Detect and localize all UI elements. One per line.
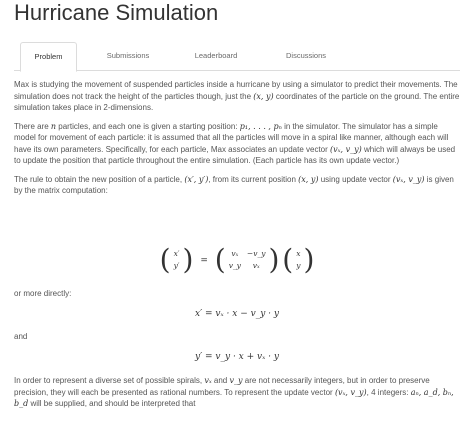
math: v_y bbox=[229, 376, 243, 385]
text: and bbox=[211, 376, 230, 385]
equation-y: y′ = v_y · x + vₓ · y bbox=[195, 352, 279, 362]
math: aₙ, a_d, bₙ, b_d bbox=[14, 387, 454, 408]
text: There are bbox=[14, 121, 51, 131]
math: (vₓ, v_y) bbox=[334, 387, 367, 397]
equals-sign: = bbox=[200, 255, 208, 266]
paren: ) bbox=[182, 243, 194, 276]
math: n bbox=[50, 121, 57, 131]
text: Max is studying the movement of suspended particles inside a hurricane by using a simulator to predict their movements. The simulation does not track the height of the particles though, just the bbox=[14, 80, 458, 101]
lhs-y: y′ bbox=[173, 261, 180, 270]
paragraph-precision bbox=[14, 375, 460, 417]
math: vₓ bbox=[204, 376, 212, 385]
rhs-y: y bbox=[296, 261, 301, 270]
matrix-equation bbox=[14, 243, 460, 276]
text: In order to represent a diverse set of possible spirals, bbox=[14, 376, 205, 385]
text: which will always be used to update the position that particle throughout the entire simulation. (Each particle has its own update vector.) bbox=[14, 144, 456, 165]
text: particles, and each one is given a starting position: bbox=[56, 121, 240, 131]
rhs-x: x bbox=[296, 249, 301, 258]
text: are not necessarily integers, but in order to preserve precision, they will each be presented as rational numbers. To represent the update vector bbox=[14, 376, 430, 397]
text: coordinates of the particle on the ground. The entire simulation takes place in 2-dimensions. bbox=[14, 91, 460, 112]
math: p₁, . . . , pₙ bbox=[239, 121, 282, 131]
paren: ( bbox=[214, 243, 226, 276]
text: , 4 integers: bbox=[366, 387, 411, 397]
text: is given by the matrix computation: bbox=[14, 174, 454, 195]
m12: −v_y bbox=[246, 249, 266, 258]
lhs-x: x′ bbox=[173, 249, 180, 258]
math: (x, y) bbox=[253, 91, 274, 101]
tab-bar bbox=[14, 42, 460, 71]
problem-statement bbox=[14, 79, 460, 204]
paren: ) bbox=[268, 243, 280, 276]
math: (vₓ, v_y) bbox=[392, 174, 425, 184]
text: using update vector bbox=[318, 174, 393, 184]
and-label: and bbox=[14, 332, 28, 341]
math: (x, y) bbox=[298, 174, 319, 184]
paragraph-intro bbox=[14, 79, 460, 114]
math: (x′, y′) bbox=[184, 174, 209, 184]
tab-problem[interactable]: Problem bbox=[20, 42, 77, 72]
equation-x: x′ = vₓ · x − v_y · y bbox=[195, 309, 279, 319]
or-more-directly-label: or more directly: bbox=[14, 289, 72, 298]
text: , from its current position bbox=[208, 174, 299, 184]
text: in the simulator. The simulator has a simple model for movement of each particle: it is assumed that all the particles will move in a spiral like manner, although each will have its own parameters. Specifically, for each particle, Max associates an update vector bbox=[14, 121, 449, 154]
m21: v_y bbox=[228, 261, 241, 270]
tab-discussions[interactable]: Discussions bbox=[285, 51, 326, 60]
paragraph-rule bbox=[14, 174, 460, 197]
m11: vₓ bbox=[231, 249, 239, 258]
paren: ( bbox=[282, 243, 294, 276]
math: (vₓ, v_y) bbox=[330, 144, 362, 154]
tab-submissions[interactable]: Submissions bbox=[106, 51, 150, 60]
tab-leaderboard[interactable]: Leaderboard bbox=[194, 51, 238, 60]
text: The rule to obtain the new position of a particle, bbox=[14, 174, 185, 184]
paren: ) bbox=[303, 243, 315, 276]
paren: ( bbox=[159, 243, 171, 276]
page-title: Hurricane Simulation bbox=[14, 0, 219, 25]
text: will be supplied, and should be interpreted that bbox=[28, 399, 196, 408]
paragraph bbox=[14, 375, 460, 410]
m22: vₓ bbox=[252, 261, 260, 270]
paragraph-particles bbox=[14, 121, 460, 167]
